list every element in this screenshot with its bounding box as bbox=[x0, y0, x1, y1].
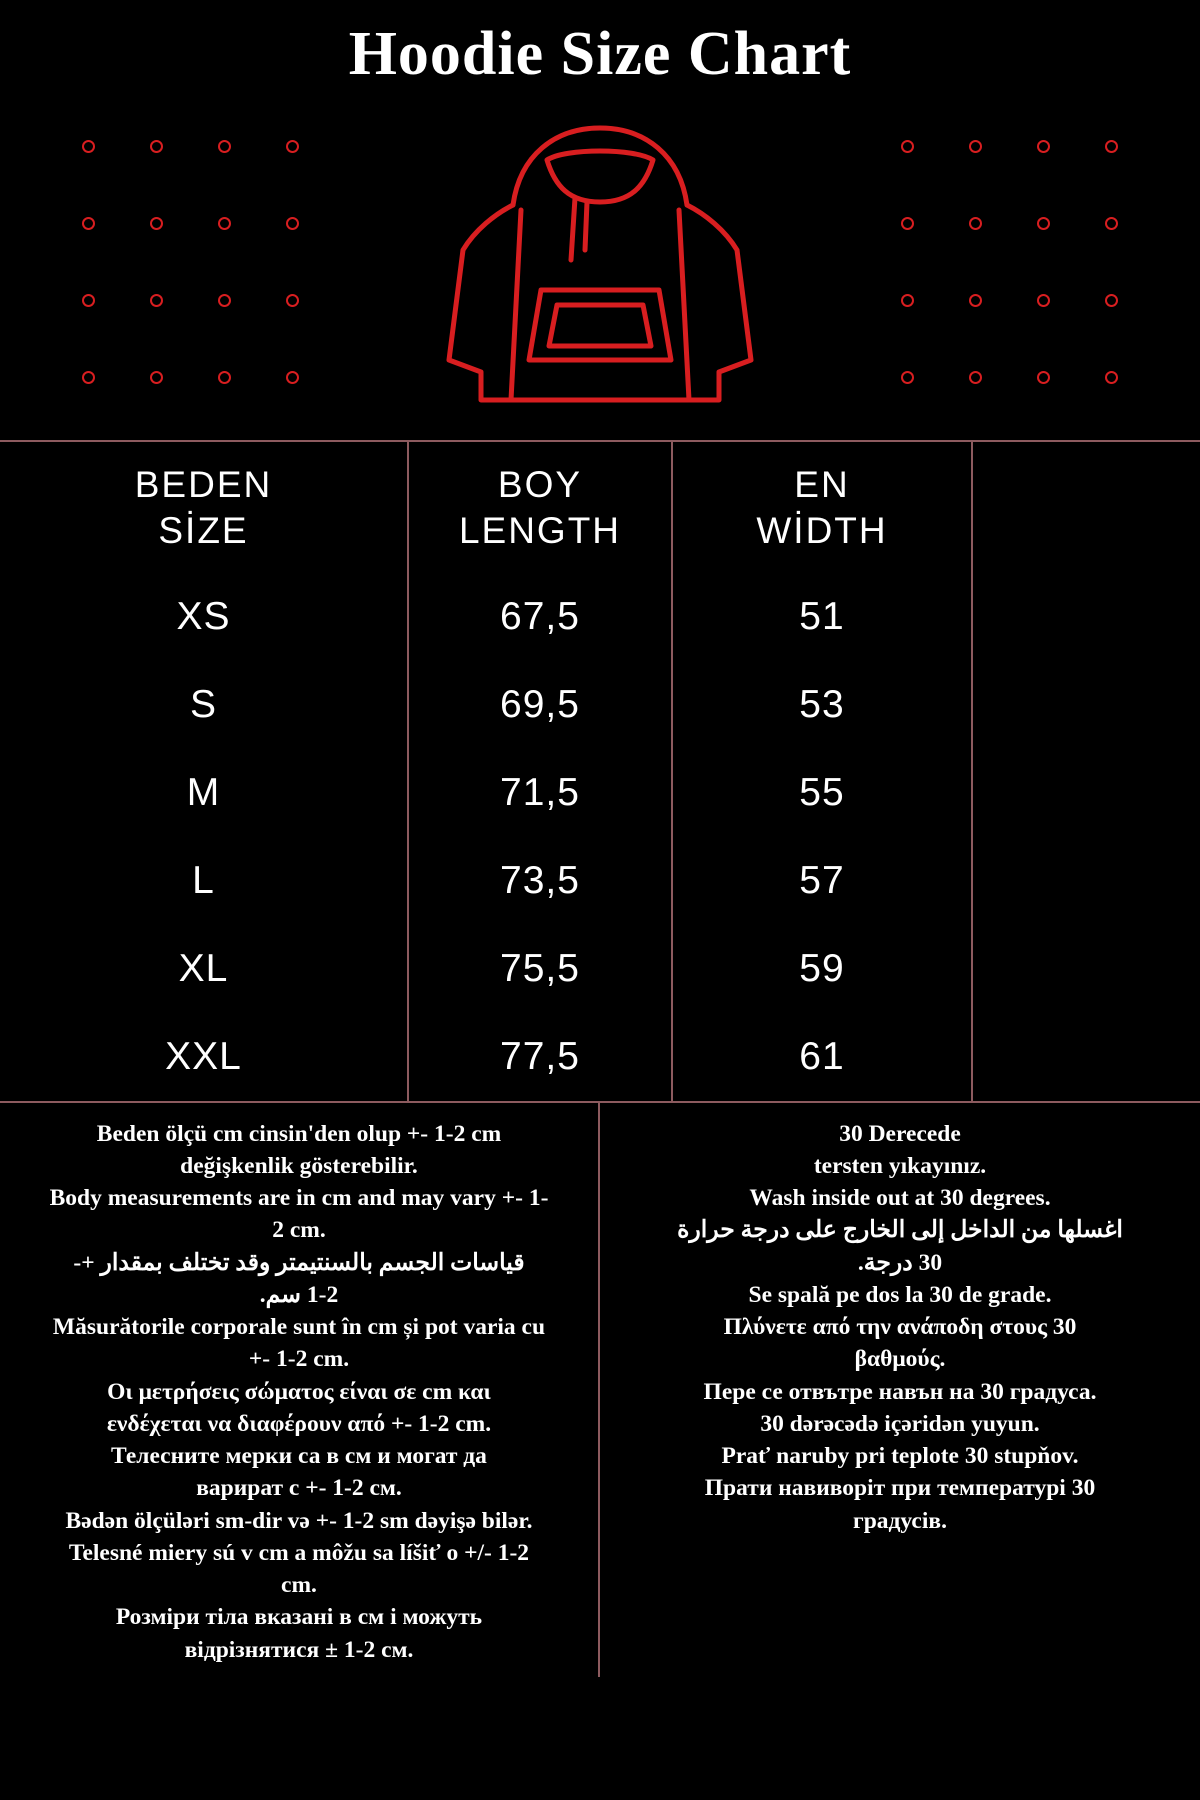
cell-size: XS bbox=[0, 573, 408, 661]
note-line: Οι μετρήσεις σώματος είναι σε cm και bbox=[107, 1378, 491, 1405]
cell-length: 73,5 bbox=[408, 837, 672, 925]
note-line: değişkenlik gösterebilir. bbox=[180, 1152, 418, 1179]
cell-extra bbox=[972, 1013, 1200, 1101]
cell-length: 71,5 bbox=[408, 749, 672, 837]
cell-width: 57 bbox=[672, 837, 972, 925]
column-header-size bbox=[0, 442, 408, 573]
column-header-length bbox=[408, 442, 672, 573]
size-table-block bbox=[0, 440, 1200, 1103]
column-header-width bbox=[672, 442, 972, 573]
measurement-note bbox=[0, 1103, 600, 1677]
cell-size: XXL bbox=[0, 1013, 408, 1101]
table-row bbox=[0, 749, 1200, 837]
note-line: Telesné miery sú v cm a môžu sa líšiť o +/- 1-2 bbox=[68, 1539, 530, 1566]
table-row bbox=[0, 573, 1200, 661]
size-table bbox=[0, 442, 1200, 1101]
note-line: Beden ölçü cm cinsin'den olup +- 1-2 cm bbox=[96, 1120, 502, 1147]
cell-extra bbox=[972, 661, 1200, 749]
cell-size: S bbox=[0, 661, 408, 749]
column-header-width-line1: EN bbox=[794, 464, 850, 505]
cell-width: 51 bbox=[672, 573, 972, 661]
column-header-length-line1: BOY bbox=[497, 464, 583, 505]
column-header-width-line2: WİDTH bbox=[756, 510, 888, 552]
table-row bbox=[0, 661, 1200, 749]
note-line: 30 Derecede bbox=[839, 1120, 961, 1147]
cell-extra bbox=[972, 573, 1200, 661]
washing-note bbox=[600, 1103, 1200, 1677]
cell-size: L bbox=[0, 837, 408, 925]
cell-extra bbox=[972, 837, 1200, 925]
cell-length: 75,5 bbox=[408, 925, 672, 1013]
table-header-row bbox=[0, 442, 1200, 573]
column-header-length-line2: LENGTH bbox=[458, 510, 622, 552]
note-line: Se spală pe dos la 30 de grade. bbox=[748, 1281, 1052, 1308]
note-line: قياسات الجسم بالسنتيمتر وقد تختلف بمقدار +- bbox=[73, 1249, 525, 1276]
note-line: اغسلها من الداخل إلى الخارج على درجة حرارة bbox=[677, 1217, 1123, 1244]
note-line: Пере се отвътре навън на 30 градуса. bbox=[703, 1378, 1097, 1405]
cell-size: M bbox=[0, 749, 408, 837]
note-line: cm. bbox=[281, 1572, 317, 1598]
note-line: відрізнятися ± 1-2 см. bbox=[184, 1636, 414, 1663]
table-row bbox=[0, 925, 1200, 1013]
header bbox=[0, 0, 1200, 440]
note-line: Прати навиворіт при температурі 30 bbox=[704, 1475, 1096, 1502]
note-line: Măsurătorile corporale sunt în cm și pot varia cu bbox=[52, 1314, 546, 1340]
note-line: Body measurements are in cm and may vary +- 1- bbox=[49, 1185, 549, 1211]
note-line: 2 cm. bbox=[272, 1217, 326, 1244]
note-line: Πλύνετε από την ανάποδη στους 30 bbox=[723, 1314, 1077, 1340]
cell-width: 59 bbox=[672, 925, 972, 1013]
column-header-empty bbox=[972, 442, 1200, 573]
table-row bbox=[0, 1013, 1200, 1101]
cell-width: 53 bbox=[672, 661, 972, 749]
note-line: градусів. bbox=[853, 1507, 947, 1534]
table-row bbox=[0, 837, 1200, 925]
note-line: варират с +- 1-2 см. bbox=[196, 1475, 402, 1502]
hoodie-illustration bbox=[0, 110, 1200, 410]
cell-length: 67,5 bbox=[408, 573, 672, 661]
note-line: 1-2 سم. bbox=[259, 1281, 339, 1308]
note-line: Bədən ölçüləri sm-dir və +- 1-2 sm dəyişə bilər. bbox=[65, 1507, 533, 1534]
note-line: βαθμούς. bbox=[854, 1346, 946, 1373]
cell-width: 61 bbox=[672, 1013, 972, 1101]
note-line: Prať naruby pri teplote 30 stupňov. bbox=[721, 1443, 1079, 1469]
cell-size: XL bbox=[0, 925, 408, 1013]
note-line: Wash inside out at 30 degrees. bbox=[749, 1185, 1051, 1211]
note-line: +- 1-2 cm. bbox=[248, 1346, 350, 1373]
cell-extra bbox=[972, 749, 1200, 837]
note-line: Розміри тіла вказані в см і можуть bbox=[115, 1604, 483, 1631]
column-header-size-line1: BEDEN bbox=[134, 464, 273, 505]
column-header-size-line2: SİZE bbox=[158, 510, 249, 552]
cell-width: 55 bbox=[672, 749, 972, 837]
cell-length: 69,5 bbox=[408, 661, 672, 749]
cell-length: 77,5 bbox=[408, 1013, 672, 1101]
page-title: Hoodie Size Chart bbox=[348, 20, 852, 88]
note-line: Телесните мерки са в см и могат да bbox=[111, 1443, 487, 1469]
cell-extra bbox=[972, 925, 1200, 1013]
note-line: 30 درجة. bbox=[857, 1249, 943, 1276]
note-line: 30 dərəcədə içəridən yuyun. bbox=[760, 1410, 1040, 1437]
note-line: tersten yıkayınız. bbox=[813, 1152, 987, 1179]
notes-section bbox=[0, 1103, 1200, 1677]
note-line: ενδέχεται να διαφέρουν από +- 1-2 cm. bbox=[106, 1410, 492, 1437]
